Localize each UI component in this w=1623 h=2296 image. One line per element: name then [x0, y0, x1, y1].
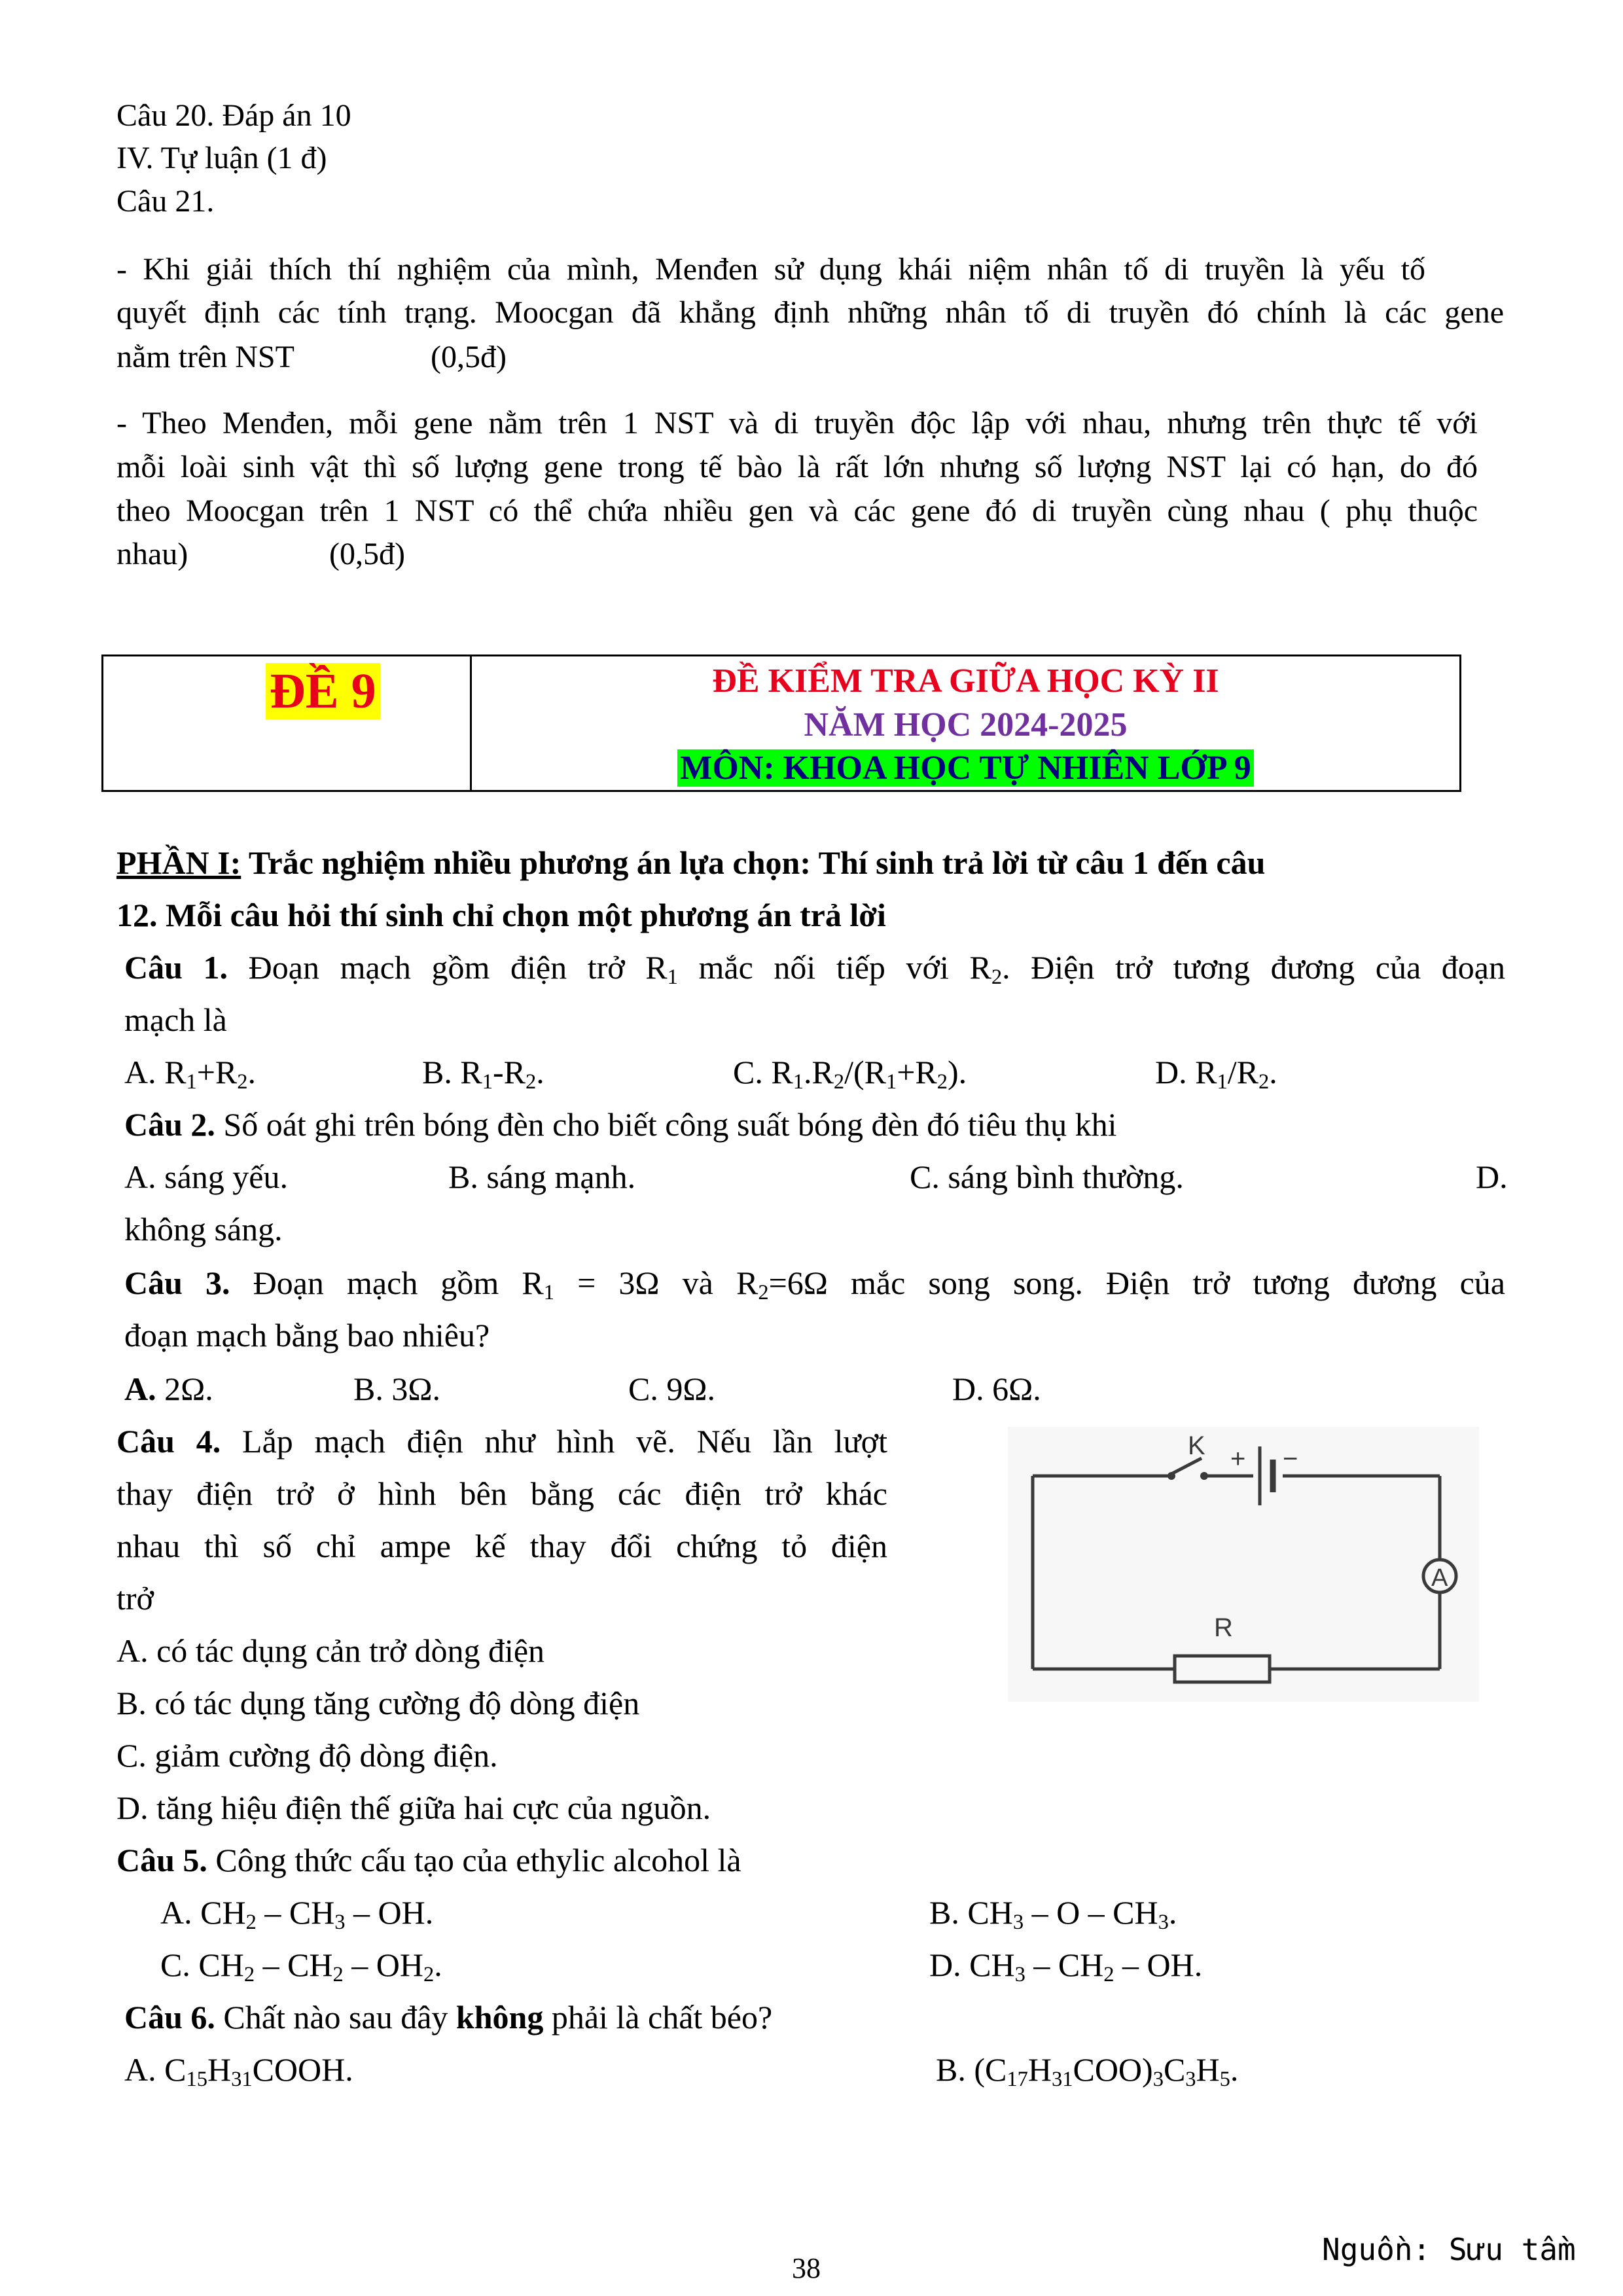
exam-number: ĐỀ 9: [266, 663, 380, 719]
q6-b-text: COO): [1073, 2051, 1153, 2088]
q6-text2: phải là chất béo?: [543, 1999, 773, 2036]
q1-text-c: . Điện trở tương đương của đoạn: [1002, 949, 1505, 986]
q6-line1: [124, 1991, 772, 2043]
q6-a-text: H: [207, 2051, 232, 2088]
para2-score: (0,5đ): [329, 537, 405, 571]
para1-line3: [116, 336, 507, 378]
q5-a-text: A. CH: [160, 1894, 246, 1931]
q5-label: Câu 5.: [116, 1842, 207, 1878]
resistor-label: R: [1214, 1613, 1233, 1642]
q1-line1: [124, 941, 1505, 994]
q1-option-c[interactable]: [733, 1046, 967, 1098]
q5-line1: [116, 1834, 741, 1886]
q3-sub: 1: [543, 1281, 555, 1305]
q6-sub: 3: [1152, 2068, 1164, 2092]
para2-text: nhau): [116, 537, 188, 571]
q1-sub: 1: [667, 965, 678, 990]
q6-b-text: H: [1196, 2051, 1220, 2088]
q5-option-c[interactable]: [160, 1939, 442, 1991]
para1-line1: - Khi giải thích thí nghiệm của mình, Menđen sử dụng khái niệm nhân tố di truyền là yếu tố: [116, 252, 1425, 287]
q1-d-text: .: [1269, 1054, 1277, 1090]
exam-subject-wrap: [472, 747, 1459, 798]
q3-a-text: 2Ω.: [156, 1371, 213, 1407]
answer-line-20: Câu 20. Đáp án 10: [116, 98, 351, 133]
q5-d-text: D. CH: [929, 1946, 1015, 1983]
part1-line2: 12. Mỗi câu hỏi thí sinh chỉ chọn một phương án trả lời: [116, 897, 886, 933]
q5-c-text: .: [434, 1946, 442, 1983]
q6-sub: 3: [1185, 2068, 1196, 2092]
q1-c-text: /(R: [844, 1054, 886, 1090]
q4-option-a[interactable]: A. có tác dụng cản trở dòng điện: [116, 1632, 545, 1669]
para1-score: (0,5đ): [431, 340, 507, 374]
q6-text: Chất nào sau đây: [215, 1999, 456, 2036]
page-number: 38: [792, 2252, 821, 2284]
q2-option-a[interactable]: A. sáng yếu.: [124, 1158, 288, 1195]
battery-plus-label: +: [1230, 1444, 1246, 1473]
q4-line3: nhau thì số chỉ ampe kế thay đổi chứng tỏ điện: [116, 1528, 887, 1564]
q6-a-text: COOH.: [252, 2051, 353, 2088]
q6-sub: 17: [1007, 2068, 1028, 2092]
essay-heading: IV. Tự luận (1 đ): [116, 141, 327, 175]
q5-b-text: – O – CH: [1024, 1894, 1158, 1931]
exam-header-table: [101, 655, 1461, 792]
q5-option-a[interactable]: [160, 1886, 433, 1939]
q6-sub: 31: [1051, 2068, 1073, 2092]
q5-option-b[interactable]: [929, 1886, 1177, 1939]
q5-sub: 3: [1014, 1963, 1026, 1987]
q6-option-a[interactable]: [124, 2043, 353, 2096]
q4-label: Câu 4.: [116, 1423, 221, 1460]
exam-subject: MÔN: KHOA HỌC TỰ NHIÊN LỚP 9: [677, 749, 1254, 787]
q1-d-text: /R: [1227, 1054, 1258, 1090]
q5-d-text: – CH: [1025, 1946, 1104, 1983]
q2-option-b[interactable]: B. sáng mạnh.: [448, 1158, 636, 1195]
q1-sub: 2: [991, 965, 1003, 990]
q1-b-text: B. R: [422, 1054, 482, 1090]
q5-option-d[interactable]: [929, 1939, 1202, 1991]
exam-title: ĐỀ KIỂM TRA GIỮA HỌC KỲ II: [712, 662, 1219, 700]
q1-b-text: .: [536, 1054, 544, 1090]
q5-sub: 2: [243, 1963, 255, 1987]
q1-a-text: +R: [196, 1054, 238, 1090]
q1-sub: 2: [1258, 1070, 1270, 1094]
q6-b-text: B. (C: [936, 2051, 1007, 2088]
q1-sub: 1: [793, 1070, 804, 1094]
exam-header-right-cell: [472, 656, 1459, 790]
q4-line2: thay điện trở ở hình bên bằng các điện trở khác: [116, 1475, 887, 1512]
q6-b-text: C: [1163, 2051, 1186, 2088]
q1-sub: 2: [525, 1070, 537, 1094]
q3-line2: đoạn mạch bằng bao nhiêu?: [124, 1317, 490, 1354]
q1-c-text: +R: [897, 1054, 937, 1090]
q1-a-text: A. R: [124, 1054, 187, 1090]
battery-minus-label: −: [1283, 1444, 1298, 1473]
q1-option-a[interactable]: [124, 1046, 256, 1098]
circuit-diagram: [1008, 1427, 1479, 1702]
q3-text-b: = 3Ω và R: [554, 1265, 758, 1301]
source-footer: Nguồn: Sưu tầm: [1322, 2232, 1576, 2267]
q1-sub: 1: [885, 1070, 897, 1094]
para2-line4: [116, 533, 405, 575]
q5-a-text: – OH.: [345, 1894, 434, 1931]
q1-text-b: mắc nối tiếp với R: [677, 949, 991, 986]
q3-option-d[interactable]: D. 6Ω.: [952, 1371, 1041, 1407]
q3-option-c[interactable]: C. 9Ω.: [628, 1371, 716, 1407]
battery-gap: [1253, 1453, 1283, 1499]
q6-a-text: A. C: [124, 2051, 187, 2088]
q3-option-b[interactable]: B. 3Ω.: [353, 1371, 441, 1407]
q2-option-d[interactable]: D.: [1476, 1158, 1508, 1195]
switch-blade: [1170, 1458, 1202, 1475]
q1-text: Đoạn mạch gồm điện trở R: [228, 949, 668, 986]
ammeter-label: A: [1431, 1564, 1448, 1592]
q2-line1: [124, 1098, 1117, 1151]
q6-sub: 15: [186, 2068, 207, 2092]
q4-text: Lắp mạch điện như hình vẽ. Nếu lần lượt: [221, 1423, 887, 1460]
q1-c-text: .R: [803, 1054, 834, 1090]
q5-d-text: – OH.: [1114, 1946, 1203, 1983]
q1-sub: 2: [833, 1070, 845, 1094]
q3-a-label: A.: [124, 1371, 156, 1407]
q5-c-text: C. CH: [160, 1946, 244, 1983]
q1-sub: 1: [482, 1070, 493, 1094]
q3-text-c: =6Ω mắc song song. Điện trở tương đương của: [768, 1265, 1505, 1301]
q3-text: Đoạn mạch gồm R: [230, 1265, 544, 1301]
q5-sub: 2: [1103, 1963, 1115, 1987]
q5-c-text: – OH: [343, 1946, 423, 1983]
para2-line3: theo Moocgan trên 1 NST có thể chứa nhiều gen và các gene đó di truyền cùng nhau ( phụ thuộc: [116, 493, 1478, 528]
q1-sub: 2: [237, 1070, 248, 1094]
q5-b-text: B. CH: [929, 1894, 1013, 1931]
resistor-box: [1175, 1656, 1270, 1682]
q5-sub: 2: [245, 1910, 257, 1935]
q5-sub: 2: [332, 1963, 344, 1987]
q1-option-b[interactable]: [422, 1046, 544, 1098]
q3-option-a[interactable]: [124, 1363, 213, 1415]
part1-label: PHẦN I:: [116, 844, 241, 881]
q6-sub: 5: [1219, 2068, 1230, 2092]
part1-line1: [116, 836, 1265, 889]
para1-text: nằm trên NST: [116, 340, 294, 374]
q1-label: Câu 1.: [124, 949, 228, 986]
q6-label: Câu 6.: [124, 1999, 215, 2036]
part1-text1: Trắc nghiệm nhiều phương án lựa chọn: Thí sinh trả lời từ câu 1 đến câu: [241, 844, 1266, 881]
q3-label: Câu 3.: [124, 1265, 230, 1301]
q6-b-text: H: [1027, 2051, 1052, 2088]
q2-text: Số oát ghi trên bóng đèn cho biết công suất bóng đèn đó tiêu thụ khi: [215, 1106, 1117, 1143]
q1-option-d[interactable]: [1155, 1046, 1277, 1098]
switch-label: K: [1188, 1431, 1205, 1460]
q5-sub: 3: [1158, 1910, 1169, 1935]
q1-a-text: .: [247, 1054, 257, 1090]
q6-b-text: .: [1230, 2051, 1239, 2088]
q6-option-b[interactable]: [936, 2043, 1238, 2096]
q6-bold: không: [455, 1999, 544, 2036]
q4-line1: [116, 1415, 887, 1467]
switch-contact: [1200, 1472, 1208, 1480]
q4-option-b[interactable]: B. có tác dụng tăng cường độ dòng điện: [116, 1685, 640, 1721]
q1-d-text: D. R: [1155, 1054, 1217, 1090]
q5-text: Công thức cấu tạo của ethylic alcohol là: [207, 1842, 741, 1878]
q1-b-text: -R: [492, 1054, 526, 1090]
q5-sub: 3: [334, 1910, 346, 1935]
q1-c-text: C. R: [733, 1054, 793, 1090]
q1-sub: 1: [186, 1070, 197, 1094]
q4-line4: trở: [116, 1580, 154, 1617]
q5-b-text: .: [1168, 1894, 1177, 1931]
exam-header-left-cell: [103, 656, 472, 790]
q4-option-c[interactable]: C. giảm cường độ dòng điện.: [116, 1737, 498, 1774]
q5-a-text: – CH: [256, 1894, 335, 1931]
q5-sub: 3: [1012, 1910, 1024, 1935]
q1-sub: 1: [1217, 1070, 1228, 1094]
question-21-label: Câu 21.: [116, 184, 215, 219]
q1-line2: mạch là: [124, 1001, 227, 1038]
q3-line1: [124, 1257, 1505, 1309]
q2-option-d-text[interactable]: không sáng.: [124, 1211, 283, 1247]
q1-sub: 2: [936, 1070, 948, 1094]
para2-line1: - Theo Menđen, mỗi gene nằm trên 1 NST và di truyền độc lập với nhau, nhưng trên thực tế với: [116, 406, 1478, 440]
switch-contact: [1168, 1472, 1175, 1480]
q5-sub: 2: [423, 1963, 435, 1987]
q6-sub: 31: [231, 2068, 253, 2092]
para2-line2: mỗi loài sinh vật thì số lượng gene trong tế bào là rất lớn nhưng số lượng NST lại có hạn, do đó: [116, 450, 1478, 484]
q5-c-text: – CH: [255, 1946, 333, 1983]
q4-option-d[interactable]: D. tăng hiệu điện thế giữa hai cực của nguồn.: [116, 1789, 711, 1826]
q2-label: Câu 2.: [124, 1106, 215, 1143]
exam-year: NĂM HỌC 2024-2025: [804, 706, 1128, 744]
q1-c-text: ).: [948, 1054, 967, 1090]
q2-option-c[interactable]: C. sáng bình thường.: [910, 1158, 1184, 1195]
para1-line2: quyết định các tính trạng. Moocgan đã khẳng định những nhân tố di truyền đó chính là các gene: [116, 295, 1504, 330]
q3-sub: 2: [758, 1281, 769, 1305]
